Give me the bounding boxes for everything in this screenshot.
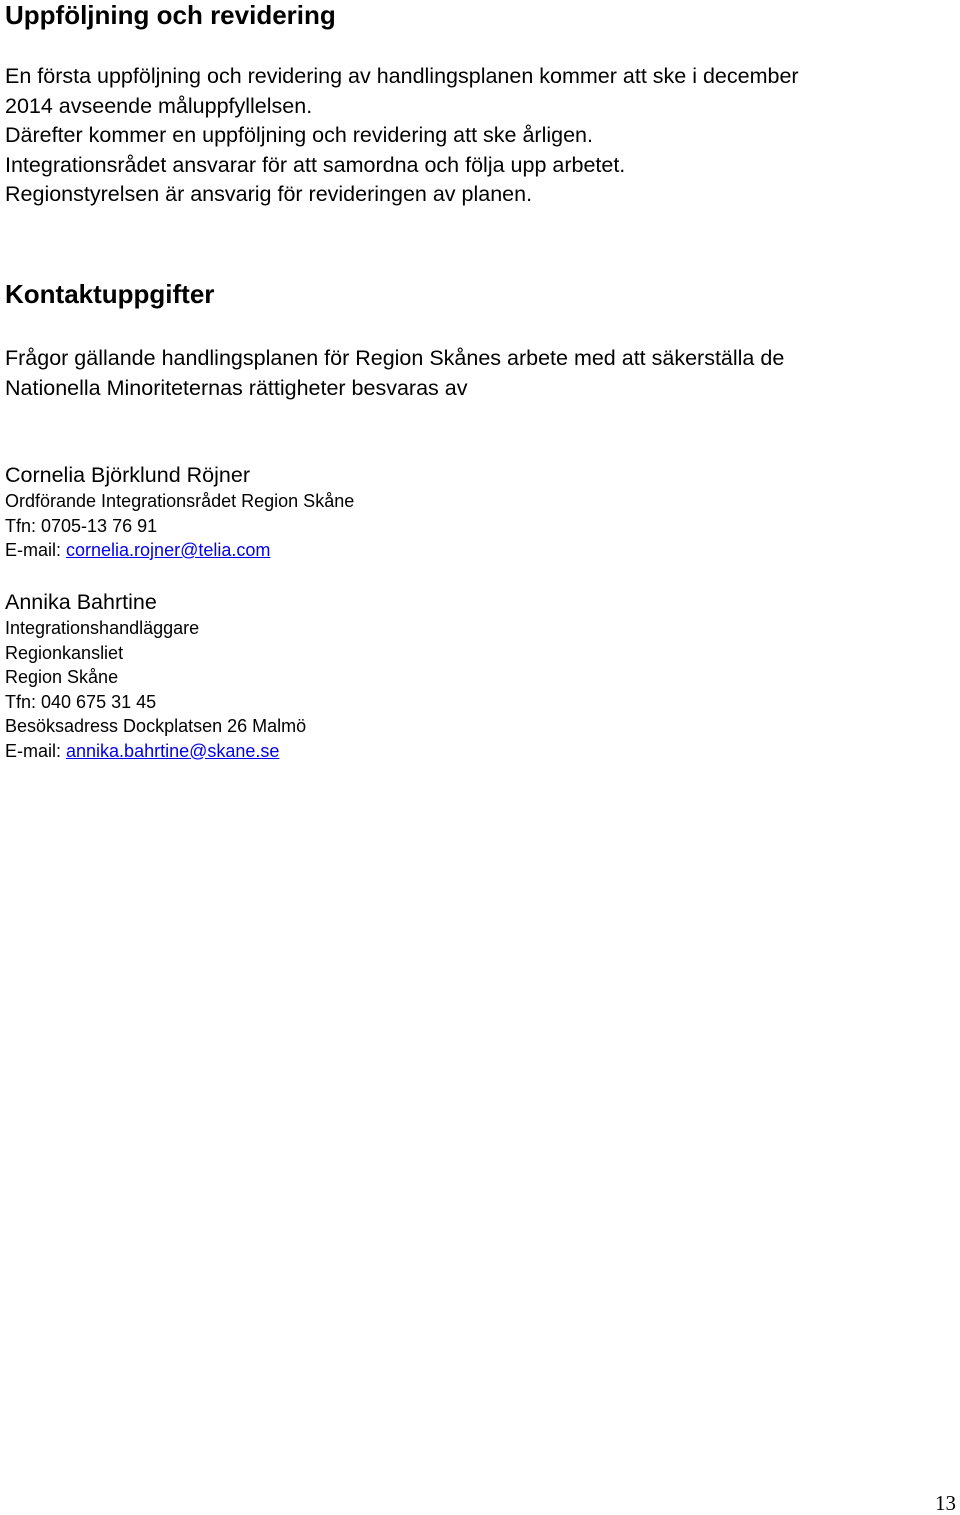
section-heading-contacts: Kontaktuppgifter xyxy=(5,279,215,309)
paragraph-contacts-intro xyxy=(5,344,784,403)
paragraph-follow-up xyxy=(5,62,799,210)
contact-phone: Tfn: 040 675 31 45 xyxy=(5,691,157,712)
contact-role: Ordförande Integrationsrådet Region Skåne xyxy=(5,491,355,511)
paragraph-line: Integrationsrådet ansvarar för att samordna och följa upp arbetet. xyxy=(5,152,626,177)
contact-email-link[interactable]: annika.bahrtine@skane.se xyxy=(66,740,280,761)
page-number: 13 xyxy=(935,1491,956,1515)
contact-email-row xyxy=(5,739,306,764)
paragraph-line: En första uppföljning och revidering av handlingsplanen kommer att ske i december xyxy=(5,64,799,88)
paragraph-line: 2014 avseende måluppfyllelsen. xyxy=(5,93,313,118)
contact-card-annika xyxy=(5,588,306,763)
paragraph-line: Därefter kommer en uppföljning och revidering att ske årligen. xyxy=(5,123,593,147)
paragraph-line: Frågor gällande handlingsplanen för Region Skånes arbete med att säkerställa de xyxy=(5,346,785,370)
contact-name: Cornelia Björklund Röjner xyxy=(5,463,250,487)
contact-email-label: E-mail: xyxy=(5,540,67,560)
contact-phone: Tfn: 0705-13 76 91 xyxy=(5,515,158,536)
contact-card-cornelia xyxy=(5,461,354,563)
contact-department: Regionkansliet xyxy=(5,642,124,663)
paragraph-line: Regionstyrelsen är ansvarig för revideringen av planen. xyxy=(5,182,533,206)
contact-organization: Region Skåne xyxy=(5,667,119,687)
contact-email-link[interactable]: cornelia.rojner@telia.com xyxy=(66,540,271,560)
section-heading-follow-up: Uppföljning och revidering xyxy=(5,0,336,30)
contact-role: Integrationshandläggare xyxy=(5,618,200,638)
contact-name: Annika Bahrtine xyxy=(5,590,157,614)
contact-email-label: E-mail: xyxy=(5,740,67,761)
contact-email-row xyxy=(5,538,354,563)
paragraph-line: Nationella Minoriteternas rättigheter besvaras av xyxy=(5,375,468,400)
contact-address: Besöksadress Dockplatsen 26 Malmö xyxy=(5,716,307,736)
